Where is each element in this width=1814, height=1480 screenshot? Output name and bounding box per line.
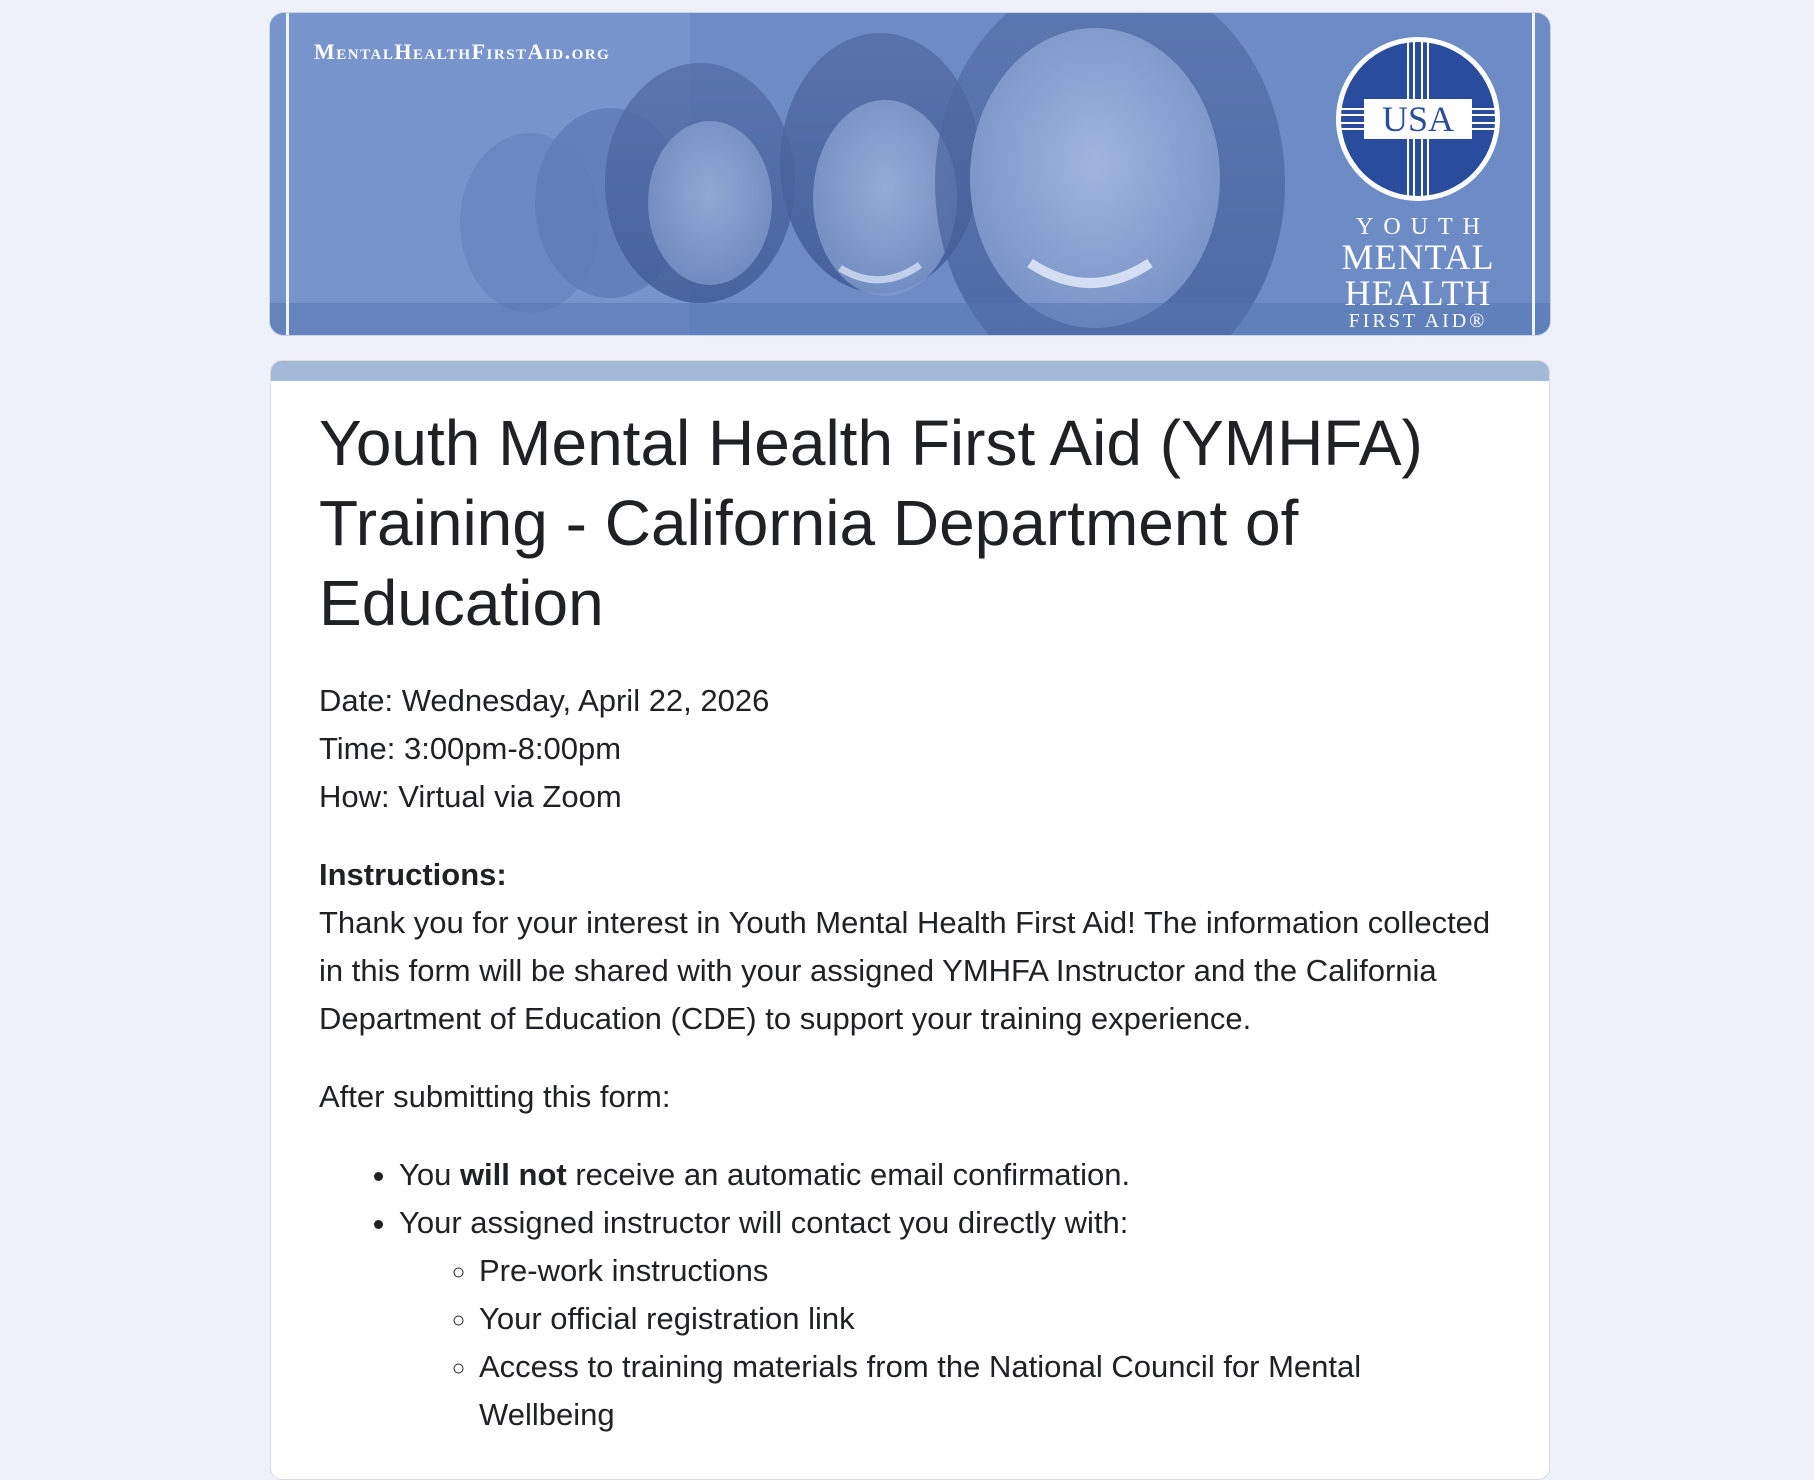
event-time: Time: 3:00pm-8:00pm — [319, 731, 622, 766]
list-item: • Your assigned instructor will contact you directly with: ◦ Pre-work instructions ◦ Your official registration link ◦ Access to training materials from the National Council for Mental Wellbeing — [399, 1199, 1501, 1439]
after-submit-list — [319, 1151, 1501, 1439]
event-location: How: Virtual via Zoom — [319, 779, 622, 814]
logo-line-youth: YOUTH — [1356, 214, 1490, 240]
site-url-text: MentalHealthFirstAid.org — [314, 39, 611, 64]
ymhfa-usa-logo-icon — [1334, 35, 1502, 203]
logo-line-health: HEALTH — [1344, 273, 1492, 313]
list-item: ◦ Pre-work instructions — [479, 1247, 1501, 1295]
instructor-contact-list — [399, 1247, 1501, 1439]
after-submit-text: After submitting this form: — [319, 1079, 671, 1114]
logo-country-text: USA — [1381, 99, 1455, 139]
instructions-heading: Instructions: — [319, 857, 507, 892]
banner-border-right — [1532, 13, 1535, 335]
form-title: Youth Mental Health First Aid (YMHFA) Training - California Department of Education — [319, 407, 1423, 639]
emphasis-will-not: will not — [459, 1157, 567, 1192]
card-content — [271, 381, 1549, 1439]
header-banner — [270, 13, 1550, 335]
instructions-text: Thank you for your interest in Youth Mental Health First Aid! The information collected in this form will be shared with your assigned YMHFA Instructor and the California Department of Education (CDE) to support your training experience. — [319, 905, 1491, 1036]
logo-line-mental: MENTAL — [1341, 237, 1495, 277]
logo-wordmark — [1320, 215, 1516, 331]
card-accent-bar — [271, 361, 1549, 381]
list-item: ◦ Access to training materials from the National Council for Mental Wellbeing — [479, 1343, 1501, 1439]
logo-line-first-aid: FIRST AID® — [1348, 310, 1488, 332]
form-header-card — [270, 360, 1550, 1480]
list-item: ◦ Your official registration link — [479, 1295, 1501, 1343]
event-date: Date: Wednesday, April 22, 2026 — [319, 683, 770, 718]
list-item: • You will not receive an automatic email confirmation. — [399, 1151, 1501, 1199]
banner-border-left — [286, 13, 289, 335]
